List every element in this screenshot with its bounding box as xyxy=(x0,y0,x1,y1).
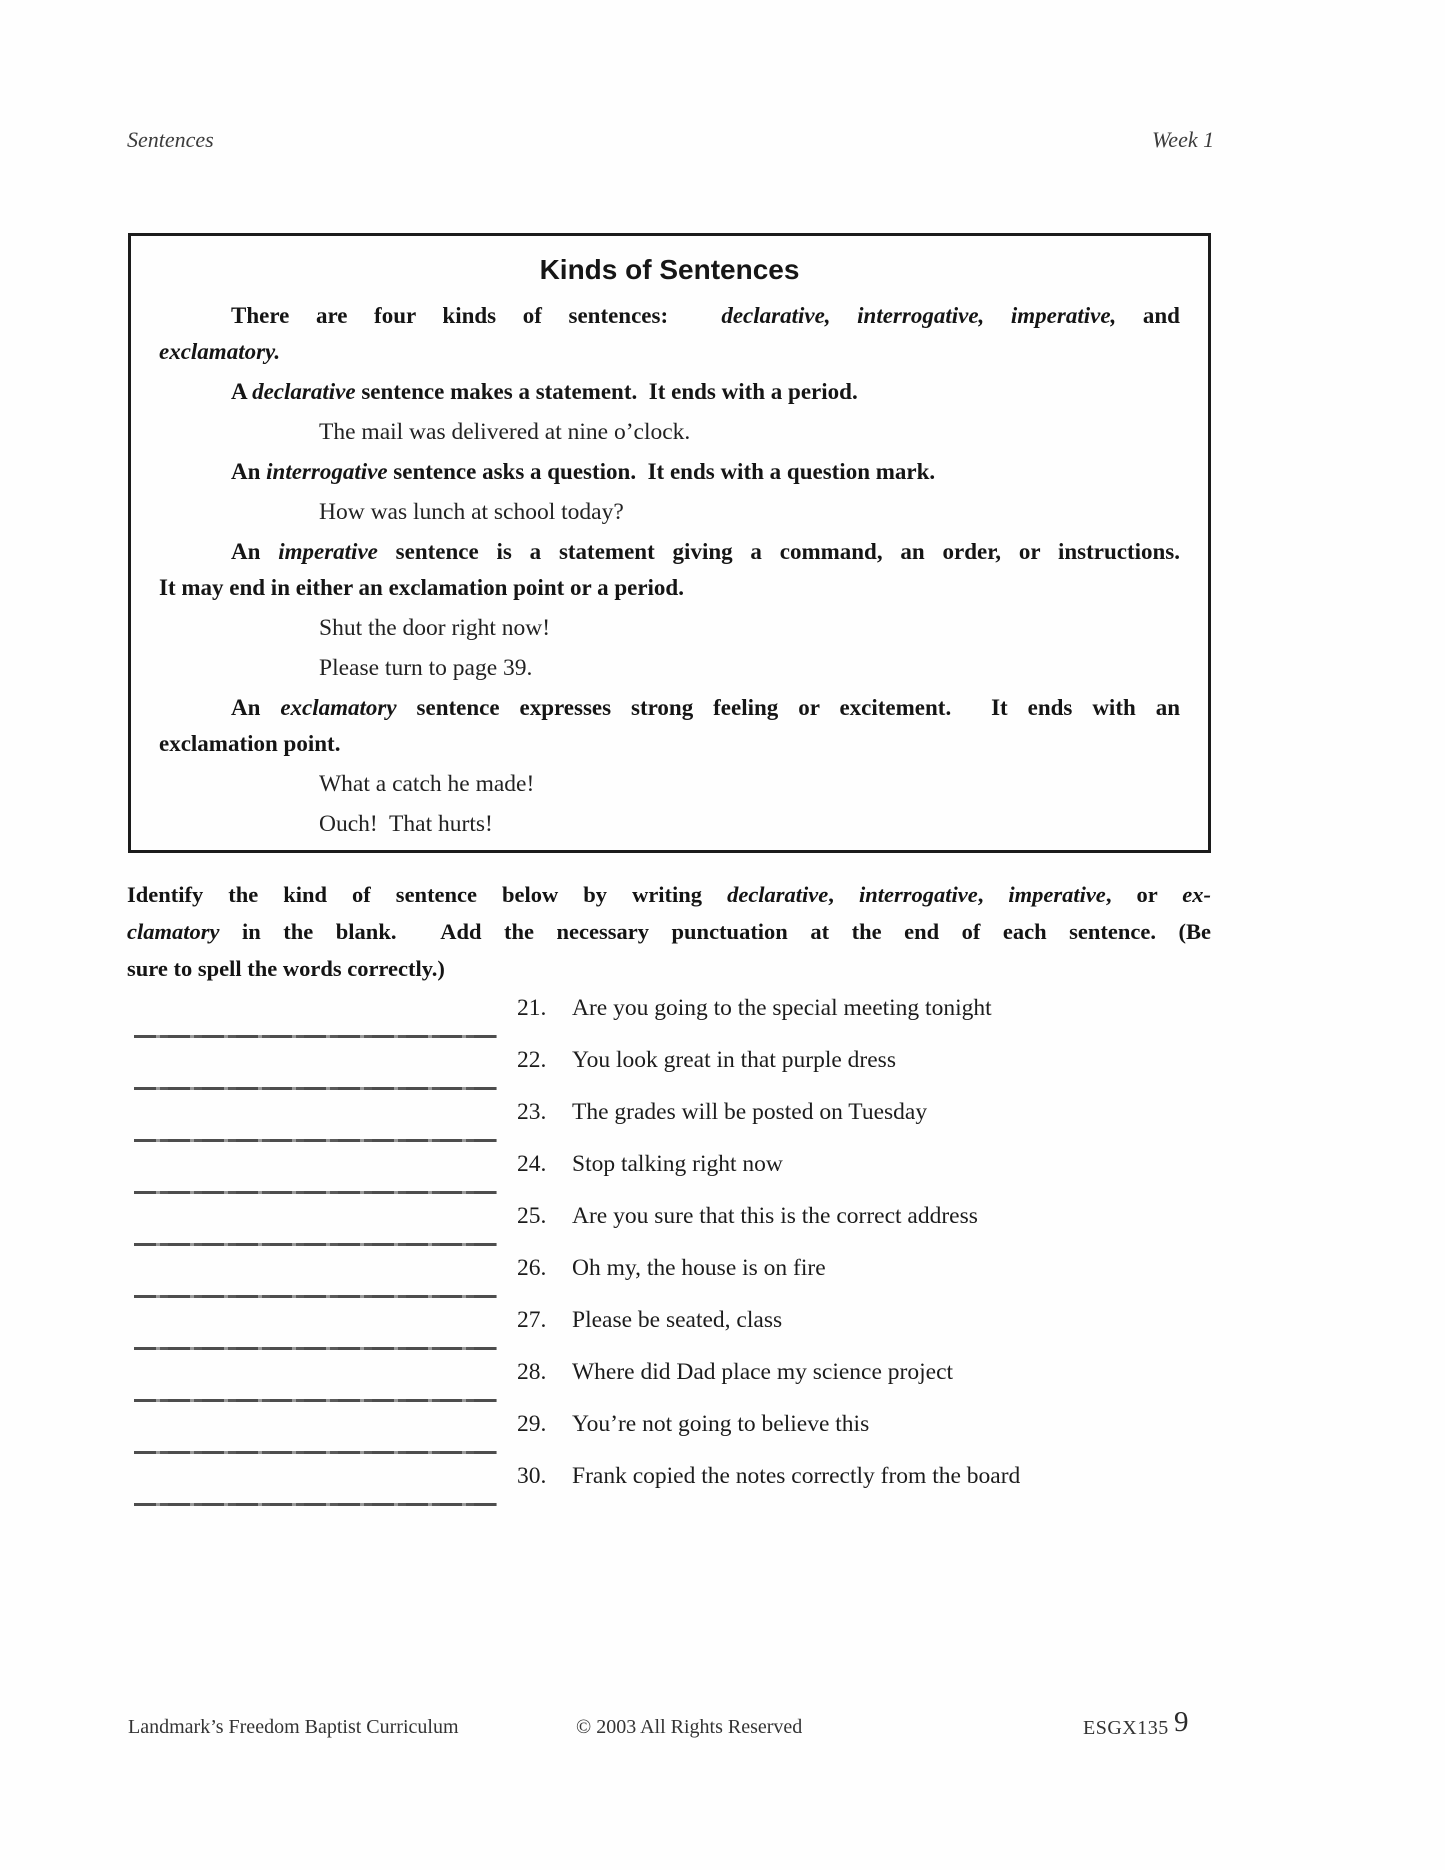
instr-text: in the blank. Add the necessary punctuation at the end of each sentence. (Be xyxy=(219,919,1211,944)
def-body: sentence makes a statement. It ends with a period. xyxy=(355,379,858,404)
instr-imperative-italic: imperative xyxy=(1008,882,1106,907)
answer-blank[interactable] xyxy=(134,1035,497,1038)
intro-line-2 xyxy=(159,334,1180,370)
exercise-row xyxy=(0,995,1445,1043)
def-prefix: An xyxy=(231,695,281,720)
instr-text: Identify the kind of sentence below by writing xyxy=(127,882,728,907)
footer-item-code: ESGX135 xyxy=(1083,1717,1169,1739)
page-number: 9 xyxy=(1174,1706,1189,1738)
exercise-row xyxy=(0,1359,1445,1407)
instructions-line-3: sure to spell the words correctly.) xyxy=(127,956,445,981)
exclamatory-definition-line-1 xyxy=(159,690,1180,726)
item-text: Frank copied the notes correctly from the board xyxy=(572,1463,1021,1489)
header-section-title: Sentences xyxy=(127,127,214,152)
box-title: Kinds of Sentences xyxy=(539,254,800,285)
exercise-row xyxy=(0,1203,1445,1251)
imperative-term: imperative xyxy=(278,539,378,564)
item-number: 22. xyxy=(517,1047,547,1073)
instr-or: , or xyxy=(1105,882,1183,907)
instr-declarative-italic: declarative xyxy=(727,882,829,907)
instructions-line-2 xyxy=(127,913,1211,950)
instructions-line-1 xyxy=(127,876,1211,913)
answer-blank[interactable] xyxy=(134,1399,497,1402)
exercise-row xyxy=(0,1099,1445,1147)
item-text: Please be seated, class xyxy=(572,1307,783,1333)
answer-blank[interactable] xyxy=(134,1347,497,1350)
answer-blank[interactable] xyxy=(134,1503,497,1506)
answer-blank[interactable] xyxy=(134,1191,497,1194)
item-text: Oh my, the house is on fire xyxy=(572,1255,826,1281)
exclamatory-term: exclamatory xyxy=(280,695,397,720)
item-text: Where did Dad place my science project xyxy=(572,1359,954,1385)
item-text: You’re not going to believe this xyxy=(572,1411,870,1437)
instr-sep: , xyxy=(828,882,859,907)
exclamatory-definition-line-2: exclamation point. xyxy=(159,731,341,756)
instr-ex-italic: ex- xyxy=(1182,882,1212,907)
item-number: 21. xyxy=(517,995,547,1021)
item-text: Are you going to the special meeting tonight xyxy=(572,995,992,1021)
item-number: 27. xyxy=(517,1307,547,1333)
def-prefix: An xyxy=(231,459,267,484)
intro-exclamatory-italic: exclamatory. xyxy=(159,339,281,364)
exclamatory-example-1: What a catch he made! xyxy=(319,771,535,797)
exercise-row xyxy=(0,1463,1445,1511)
declarative-example: The mail was delivered at nine o’clock. xyxy=(319,419,691,445)
item-number: 26. xyxy=(517,1255,547,1281)
item-number: 30. xyxy=(517,1463,547,1489)
item-text: You look great in that purple dress xyxy=(572,1047,896,1073)
item-number: 23. xyxy=(517,1099,547,1125)
footer-copyright: © 2003 All Rights Reserved xyxy=(576,1716,803,1738)
intro-text: There are four kinds of sentences: xyxy=(231,303,722,328)
item-number: 25. xyxy=(517,1203,547,1229)
exercise-row xyxy=(0,1411,1445,1459)
def-body: sentence is a statement giving a command, an order, or instructions. xyxy=(377,539,1181,564)
interrogative-term: interrogative xyxy=(266,459,388,484)
intro-kinds-italic: declarative, interrogative, imperative, xyxy=(721,303,1117,328)
intro-line-1 xyxy=(159,298,1180,334)
exclamatory-example-2: Ouch! That hurts! xyxy=(319,811,493,837)
answer-blank[interactable] xyxy=(134,1243,497,1246)
imperative-definition-line-2: It may end in either an exclamation point or a period. xyxy=(159,575,684,600)
exercise-row xyxy=(0,1255,1445,1303)
item-number: 24. xyxy=(517,1151,547,1177)
answer-blank[interactable] xyxy=(134,1087,497,1090)
intro-and: and xyxy=(1116,303,1180,328)
exercise-row xyxy=(0,1307,1445,1355)
imperative-definition-line-1 xyxy=(159,534,1180,570)
answer-blank[interactable] xyxy=(134,1139,497,1142)
item-number: 28. xyxy=(517,1359,547,1385)
def-prefix: An xyxy=(231,539,279,564)
item-text: The grades will be posted on Tuesday xyxy=(572,1099,928,1125)
footer-publisher: Landmark’s Freedom Baptist Curriculum xyxy=(128,1716,459,1738)
instr-sep: , xyxy=(977,882,1009,907)
exercise-row xyxy=(0,1151,1445,1199)
exercise-instructions xyxy=(127,876,1211,987)
interrogative-definition xyxy=(159,454,1180,490)
interrogative-example: How was lunch at school today? xyxy=(319,499,624,525)
exercise-row xyxy=(0,1047,1445,1095)
header-week-label: Week 1 xyxy=(1152,127,1215,152)
def-prefix: A xyxy=(231,379,253,404)
item-number: 29. xyxy=(517,1411,547,1437)
declarative-term: declarative xyxy=(252,379,356,404)
answer-blank[interactable] xyxy=(134,1451,497,1454)
item-text: Are you sure that this is the correct address xyxy=(572,1203,978,1229)
instr-interrogative-italic: interrogative xyxy=(858,882,978,907)
imperative-example-1: Shut the door right now! xyxy=(319,615,551,641)
instr-clamatory-italic: clamatory xyxy=(127,919,220,944)
kinds-of-sentences-box xyxy=(128,233,1211,853)
def-body: sentence expresses strong feeling or excitement. It ends with an xyxy=(396,695,1180,720)
item-text: Stop talking right now xyxy=(572,1151,783,1177)
declarative-definition xyxy=(159,374,1180,410)
answer-blank[interactable] xyxy=(134,1295,497,1298)
imperative-example-2: Please turn to page 39. xyxy=(319,655,533,681)
def-body: sentence asks a question. It ends with a question mark. xyxy=(387,459,936,484)
